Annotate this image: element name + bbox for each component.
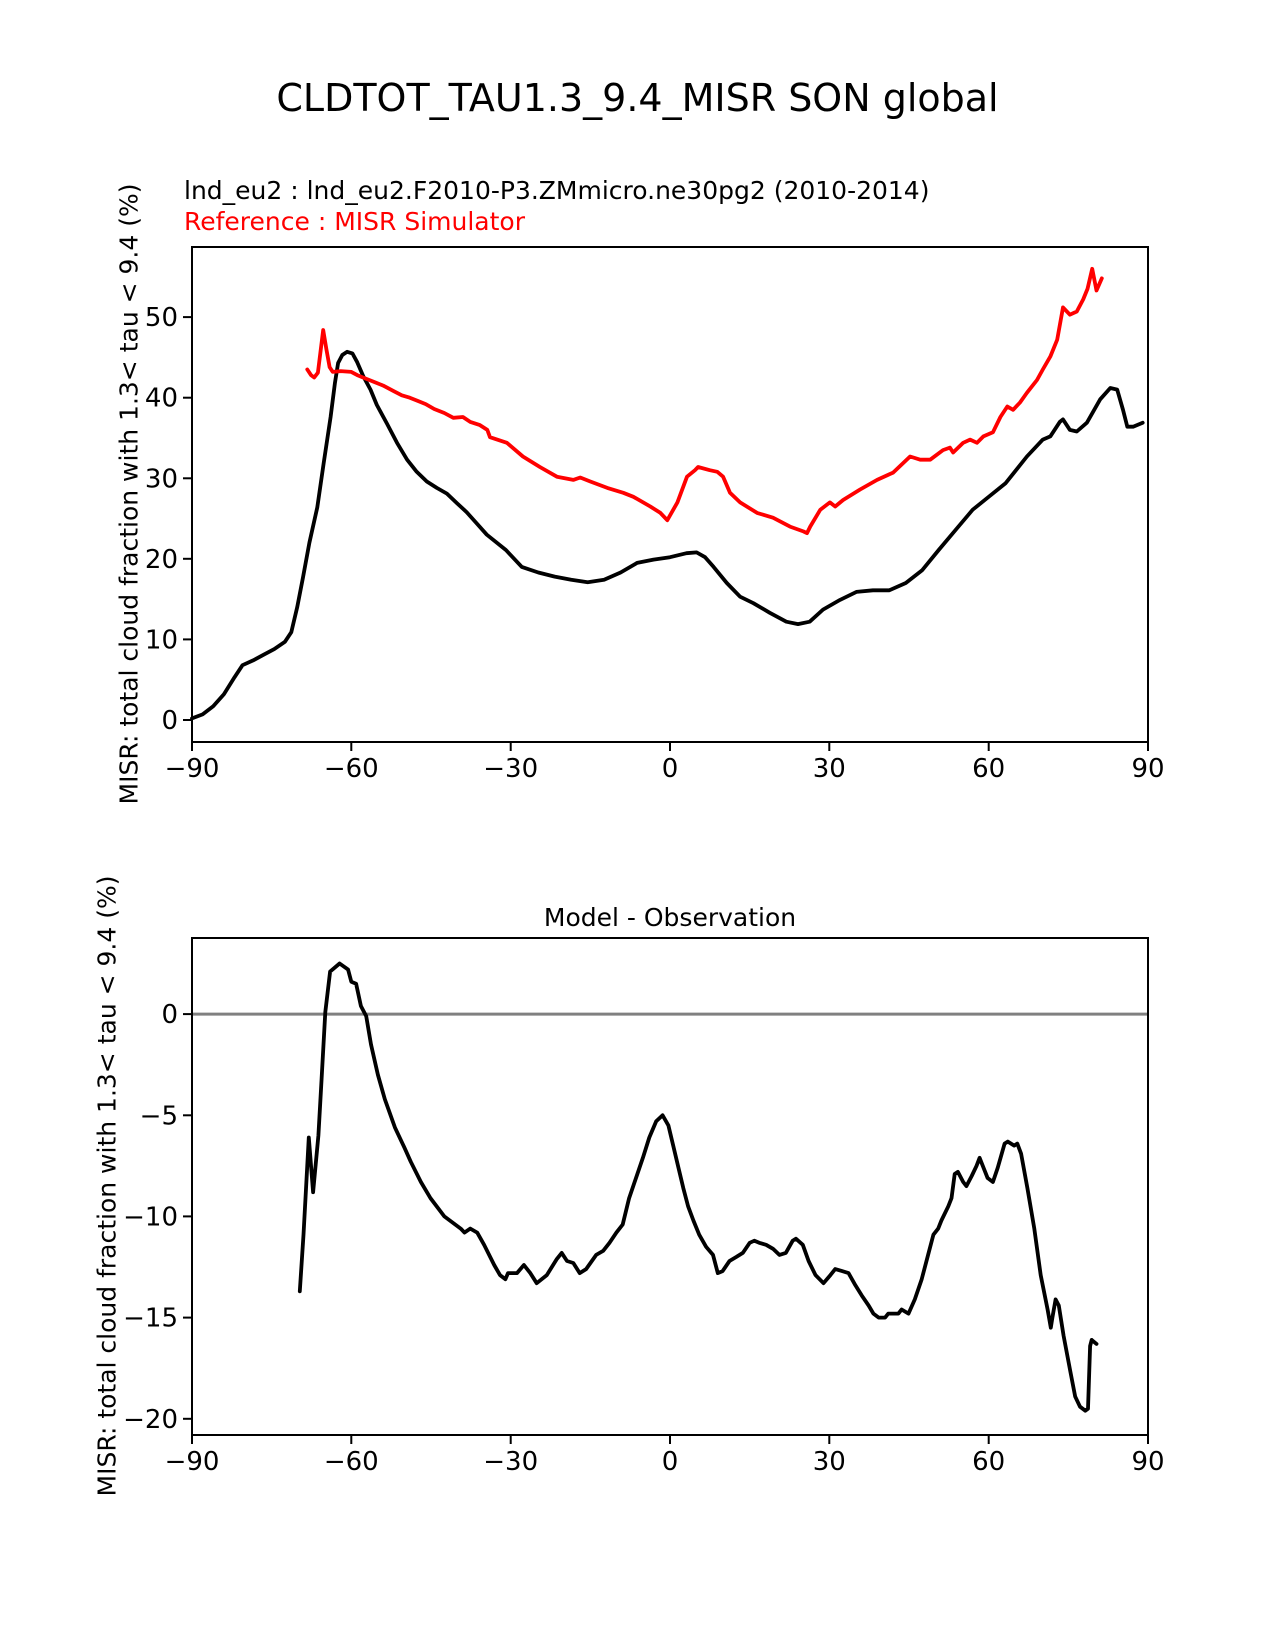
axes-spines: [192, 247, 1148, 742]
x-tick-label: 0: [661, 754, 679, 784]
y-tick-label: −20: [123, 1404, 178, 1435]
y-tick-label: 0: [161, 706, 178, 736]
x-tick-label: 90: [1131, 754, 1165, 784]
x-tick-label: 30: [812, 1447, 846, 1477]
x-tick-label: −30: [483, 754, 539, 784]
legend-reference-label: Reference : MISR Simulator: [184, 207, 525, 236]
x-tick-label: 60: [972, 1447, 1006, 1477]
bottom-plot-title: Model - Observation: [543, 903, 797, 932]
x-tick-label: −90: [164, 754, 220, 784]
y-tick-label: 40: [144, 383, 178, 414]
y-tick-label: 20: [144, 544, 178, 575]
top-plot-ylabel: MISR: total cloud fraction with 1.3< tau < 9.4 (%): [114, 183, 144, 805]
x-tick-label: 0: [661, 1447, 679, 1477]
reference-line: [307, 269, 1102, 533]
y-tick-label: 10: [144, 625, 178, 656]
x-tick-label: −60: [323, 1447, 379, 1477]
x-tick-label: 30: [812, 754, 846, 784]
x-tick-label: −60: [323, 754, 379, 784]
y-tick-label: 0: [161, 1000, 178, 1031]
y-tick-label: −10: [123, 1202, 178, 1233]
y-tick-label: −15: [123, 1303, 178, 1334]
y-tick-label: 30: [144, 464, 178, 495]
x-tick-label: 60: [972, 754, 1006, 784]
legend-model-label: lnd_eu2 : lnd_eu2.F2010-P3.ZMmicro.ne30pg2 (2010-2014): [184, 176, 930, 205]
bottom-plot-ylabel: MISR: total cloud fraction with 1.3< tau < 9.4 (%): [92, 875, 122, 1497]
difference-line: [300, 964, 1097, 1411]
model-line: [192, 352, 1143, 719]
x-tick-label: −90: [164, 1447, 220, 1477]
axes-spines: [192, 938, 1148, 1435]
y-tick-label: −5: [139, 1101, 178, 1132]
x-tick-label: −30: [483, 1447, 539, 1477]
y-tick-label: 50: [144, 303, 178, 334]
figure-title: CLDTOT_TAU1.3_9.4_MISR SON global: [276, 76, 999, 120]
x-tick-label: 90: [1131, 1447, 1165, 1477]
